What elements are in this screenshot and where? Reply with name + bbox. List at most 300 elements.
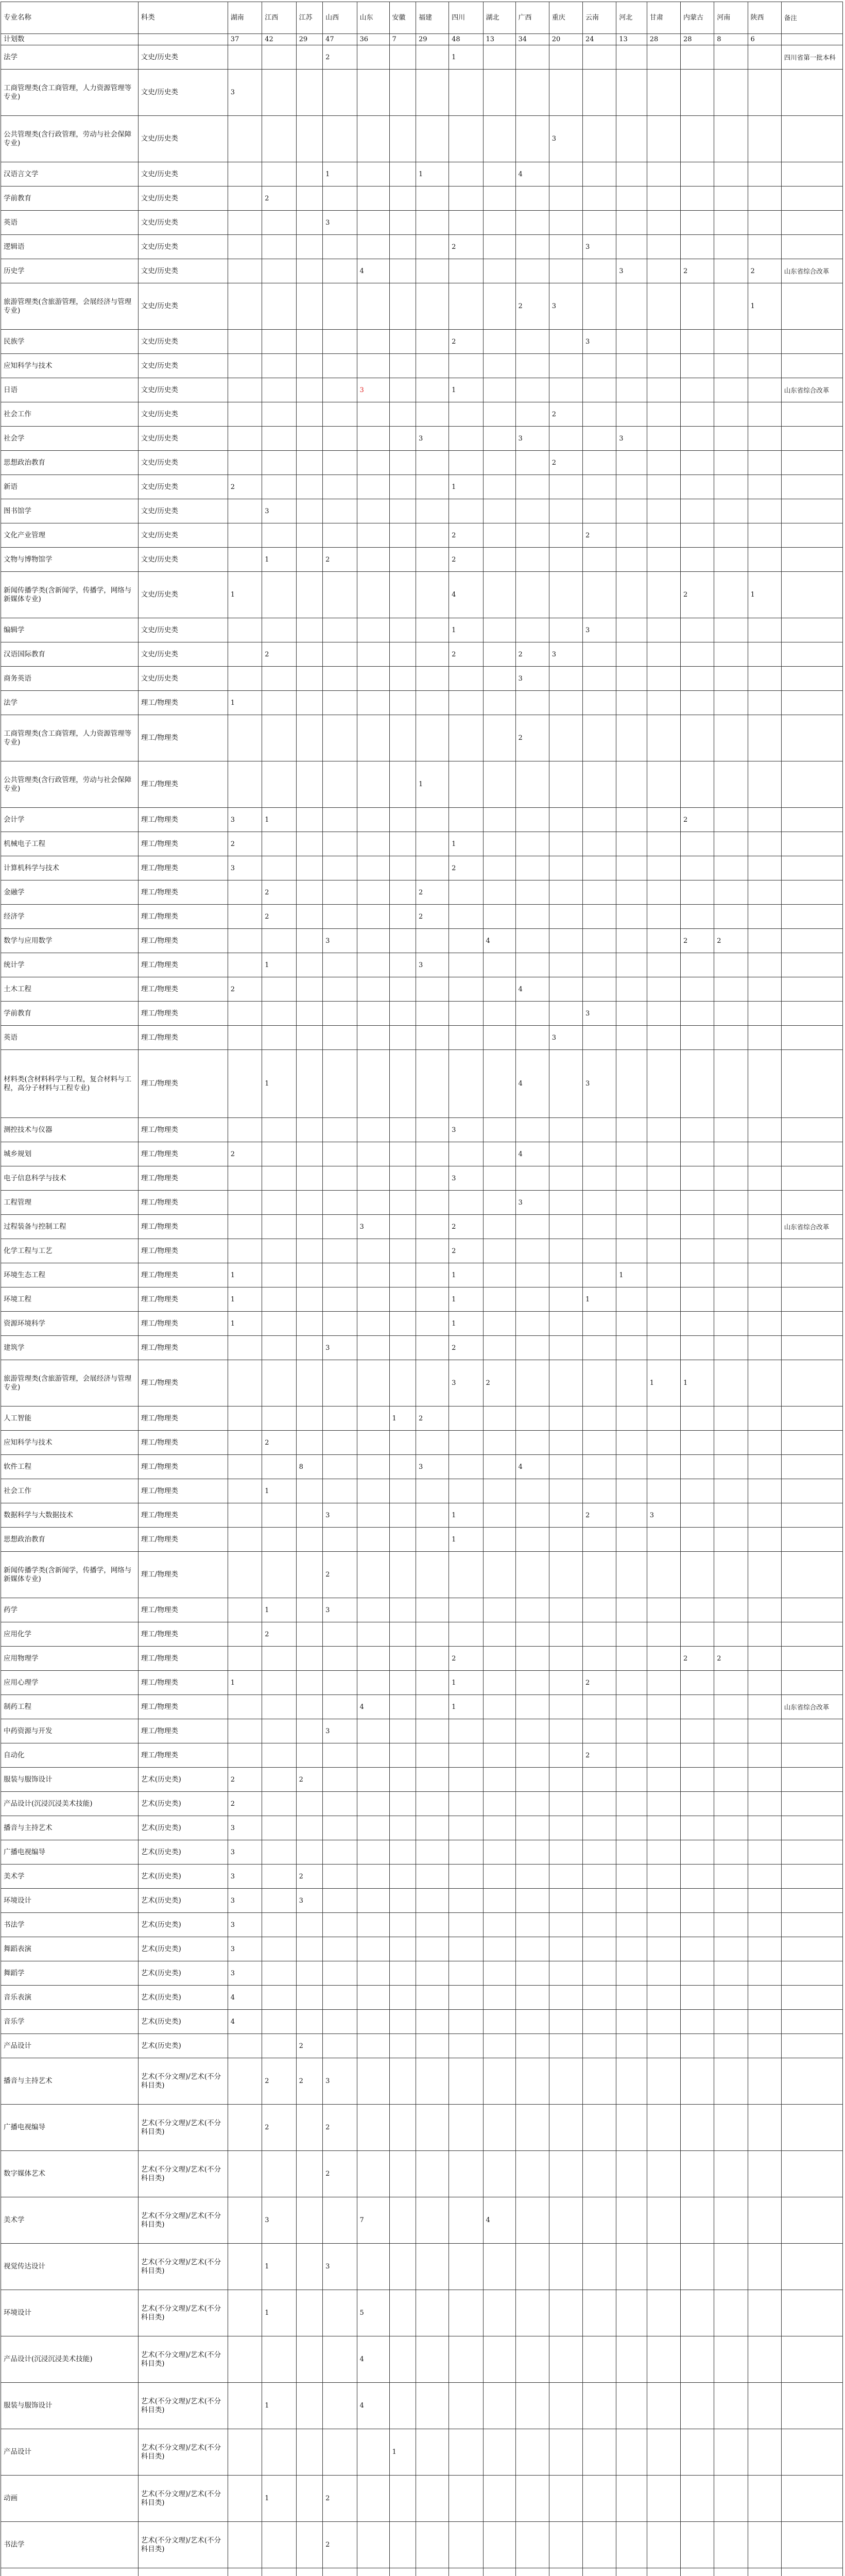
major-name: 环境设计: [1, 1889, 139, 1913]
plan-count-cell: [616, 1479, 647, 1503]
plan-count-cell: [296, 70, 323, 116]
plan-count-cell: [449, 1768, 483, 1792]
plan-count-cell: [714, 330, 748, 354]
major-name: 美术学: [1, 2197, 139, 2244]
plan-count-cell: [515, 451, 549, 475]
row-note: [781, 1743, 842, 1768]
plan-count-cell: [483, 451, 515, 475]
row-note: [781, 1503, 842, 1528]
plan-count-cell: [647, 499, 680, 523]
plan-count-cell: 3: [515, 427, 549, 451]
table-row: [1, 1937, 843, 1961]
plan-count-cell: [616, 1889, 647, 1913]
plan-count-cell: [681, 1503, 714, 1528]
table-row: [1, 691, 843, 715]
plan-count-cell: [416, 2010, 449, 2034]
major-category: 理工/物理类: [138, 1166, 228, 1191]
plan-count-cell: 3: [228, 1937, 262, 1961]
header-major-name: 专业名称: [1, 2, 139, 34]
major-category: 文史/历史类: [138, 499, 228, 523]
plan-count-cell: [483, 761, 515, 808]
plan-count-cell: [262, 1986, 296, 2010]
major-name: 过程装备与控制工程: [1, 1215, 139, 1239]
major-name: 化学工程与工艺: [1, 1239, 139, 1263]
plan-count-cell: [357, 856, 389, 880]
plan-count-cell: [549, 1865, 582, 1889]
major-category: 艺术(历史类): [138, 2034, 228, 2058]
plan-count-cell: [323, 1840, 357, 1865]
major-name: 数据科学与大数据技术: [1, 1503, 139, 1528]
plan-count-cell: [323, 1118, 357, 1142]
plan-count-cell: [483, 1142, 515, 1166]
plan-count-cell: [323, 572, 357, 618]
plan-count-cell: [323, 832, 357, 856]
table-row: [1, 1647, 843, 1671]
plan-count-cell: [296, 235, 323, 259]
plan-count-cell: [583, 1647, 616, 1671]
plan-count-cell: [583, 2151, 616, 2197]
plan-count-cell: [357, 691, 389, 715]
plan-count-cell: [549, 499, 582, 523]
plan-count-cell: [647, 1431, 680, 1455]
major-name: 软件工程: [1, 1455, 139, 1479]
plan-count-cell: [714, 1622, 748, 1647]
plan-count-cell: 1: [681, 1360, 714, 1406]
plan-count-cell: [647, 929, 680, 953]
plan-count-cell: [681, 1743, 714, 1768]
plan-count-cell: [416, 808, 449, 832]
plan-count-cell: [416, 1552, 449, 1598]
major-category: 文史/历史类: [138, 116, 228, 162]
plan-count-cell: [748, 2197, 781, 2244]
plan-count-cell: [647, 1961, 680, 1986]
major-name: 广播电视编导: [1, 2105, 139, 2151]
plan-count-cell: [748, 1671, 781, 1695]
plan-count-cell: [549, 1118, 582, 1142]
major-category: 艺术(不分文理)/艺术(不分科目类): [138, 2429, 228, 2476]
plan-count-cell: [714, 1239, 748, 1263]
plan-count-cell: [616, 402, 647, 427]
plan-count-cell: [583, 880, 616, 905]
plan-count-cell: [714, 548, 748, 572]
plan-count-cell: 2: [262, 642, 296, 667]
plan-count-cell: [228, 929, 262, 953]
plan-count-cell: [681, 1961, 714, 1986]
plan-count-cell: [296, 2244, 323, 2290]
plan-count-cell: [616, 880, 647, 905]
plan-count-cell: [449, 1937, 483, 1961]
plan-count-cell: [515, 953, 549, 977]
plan-count-cell: [616, 1913, 647, 1937]
plan-count-cell: [515, 1719, 549, 1743]
plan-count-cell: [681, 832, 714, 856]
plan-count-cell: [583, 1598, 616, 1622]
plan-count-cell: [389, 259, 416, 283]
row-note: [781, 1647, 842, 1671]
plan-count-cell: [583, 1768, 616, 1792]
plan-count-cell: [416, 1431, 449, 1455]
plan-count-cell: [748, 1552, 781, 1598]
plan-count-cell: [296, 1142, 323, 1166]
plan-count-cell: [296, 1215, 323, 1239]
row-note: [781, 1455, 842, 1479]
plan-count-cell: [515, 1986, 549, 2010]
plan-count-cell: [616, 1312, 647, 1336]
plan-count-cell: [449, 808, 483, 832]
plan-count-cell: [647, 2429, 680, 2476]
row-note: [781, 1671, 842, 1695]
plan-count-cell: [357, 1002, 389, 1026]
plan-count-cell: [296, 1840, 323, 1865]
plan-count-cell: [549, 1598, 582, 1622]
plan-count-cell: [416, 856, 449, 880]
plan-count-cell: [681, 235, 714, 259]
plan-count-cell: [416, 929, 449, 953]
plan-count-cell: [449, 1840, 483, 1865]
plan-count-cell: [357, 1889, 389, 1913]
plan-count-cell: [389, 402, 416, 427]
plan-count-cell: [647, 1913, 680, 1937]
table-row: [1, 45, 843, 70]
plan-count-cell: [389, 2522, 416, 2568]
plan-count-cell: 3: [583, 1050, 616, 1118]
plan-count-cell: [515, 2290, 549, 2336]
plan-count-cell: [748, 378, 781, 402]
major-name: 英语: [1, 1026, 139, 1050]
plan-count-cell: [323, 1671, 357, 1695]
table-row: [1, 451, 843, 475]
plan-count-cell: [416, 1816, 449, 1840]
plan-count-cell: [416, 642, 449, 667]
plan-count-cell: [449, 2058, 483, 2105]
plan-count-cell: [357, 2244, 389, 2290]
plan-count-cell: [616, 2105, 647, 2151]
table-row: [1, 162, 843, 187]
plan-count-cell: [323, 330, 357, 354]
plan-count-cell: [416, 1792, 449, 1816]
plan-count-cell: [323, 1937, 357, 1961]
major-name: 人工智能: [1, 1406, 139, 1431]
row-note: [781, 642, 842, 667]
table-row: [1, 2522, 843, 2568]
plan-count-cell: [357, 283, 389, 330]
plan-count-cell: [449, 2290, 483, 2336]
plan-count-cell: [416, 402, 449, 427]
plan-count-cell: [296, 808, 323, 832]
major-name: 城乡规划: [1, 1142, 139, 1166]
row-note: [781, 761, 842, 808]
plan-count-cell: [228, 259, 262, 283]
plan-count-cell: [449, 2429, 483, 2476]
plan-count-cell: 8: [296, 1455, 323, 1479]
table-row: [1, 1166, 843, 1191]
plan-count-cell: [416, 187, 449, 211]
row-note: 四川省第一批本科: [781, 45, 842, 70]
plan-count-cell: [549, 667, 582, 691]
plan-count-cell: [549, 1889, 582, 1913]
plan-count-cell: [714, 1503, 748, 1528]
plan-count-cell: [748, 667, 781, 691]
plan-count-cell: [714, 1360, 748, 1406]
row-note: [781, 691, 842, 715]
row-note: [781, 832, 842, 856]
plan-count-cell: [681, 1479, 714, 1503]
plan-count-cell: [483, 642, 515, 667]
plan-count-cell: [449, 2197, 483, 2244]
plan-count-cell: [323, 2034, 357, 2058]
plan-count-cell: [616, 905, 647, 929]
plan-count-cell: [616, 116, 647, 162]
table-row: [1, 1239, 843, 1263]
plan-count-cell: [389, 1050, 416, 1118]
plan-count-cell: [323, 1986, 357, 2010]
plan-count-cell: [449, 1455, 483, 1479]
plan-count-cell: [681, 1239, 714, 1263]
plan-note-cell: [781, 34, 842, 45]
plan-count-cell: [748, 1336, 781, 1360]
plan-count-cell: [296, 499, 323, 523]
major-name: 旅游管理类(含旅游管理，会展经济与管理专业): [1, 1360, 139, 1406]
plan-count-cell: [416, 2522, 449, 2568]
plan-count-cell: 2: [228, 832, 262, 856]
plan-count-cell: [681, 1768, 714, 1792]
plan-count-cell: [616, 2034, 647, 2058]
plan-count-cell: [483, 1937, 515, 1961]
plan-count-cell: 1: [449, 1312, 483, 1336]
plan-count-cell: [483, 905, 515, 929]
plan-count-cell: [483, 1840, 515, 1865]
plan-count-cell: [296, 2290, 323, 2336]
plan-count-cell: [549, 1937, 582, 1961]
plan-count-cell: [262, 235, 296, 259]
plan-count-cell: [748, 1406, 781, 1431]
plan-count-cell: [389, 2476, 416, 2522]
major-category: 理工/物理类: [138, 880, 228, 905]
plan-count-cell: [296, 2336, 323, 2383]
row-note: [781, 1239, 842, 1263]
plan-count-cell: 1: [449, 378, 483, 402]
plan-count-cell: [681, 1889, 714, 1913]
plan-count-cell: [616, 1360, 647, 1406]
major-name: 汉语言文学: [1, 162, 139, 187]
plan-count-cell: [515, 880, 549, 905]
plan-count-cell: [262, 667, 296, 691]
plan-count-cell: [714, 70, 748, 116]
plan-count-cell: [483, 259, 515, 283]
plan-count-cell: [262, 45, 296, 70]
table-row: [1, 548, 843, 572]
plan-count-cell: [748, 2429, 781, 2476]
plan-count-cell: [681, 2197, 714, 2244]
plan-count-cell: [549, 715, 582, 761]
plan-count-cell: [296, 1622, 323, 1647]
plan-count-cell: [714, 1455, 748, 1479]
row-note: 山东省综合改革: [781, 259, 842, 283]
major-category: 理工/物理类: [138, 1479, 228, 1503]
plan-count-cell: [389, 354, 416, 378]
plan-count-cell: [483, 1865, 515, 1889]
plan-count-cell: 3: [515, 667, 549, 691]
plan-count-cell: [748, 1695, 781, 1719]
major-category: 文史/历史类: [138, 642, 228, 667]
major-name: [1, 2568, 139, 2576]
plan-count-cell: [515, 187, 549, 211]
plan-count-cell: [515, 354, 549, 378]
major-name: 商务英语: [1, 667, 139, 691]
plan-count-cell: [714, 2197, 748, 2244]
plan-count-cell: [228, 1360, 262, 1406]
plan-count-cell: [549, 1142, 582, 1166]
plan-count-cell: [714, 499, 748, 523]
plan-count-cell: [357, 523, 389, 548]
plan-count-cell: [515, 618, 549, 642]
plan-count-cell: [449, 70, 483, 116]
plan-count-cell: [681, 2105, 714, 2151]
plan-count-cell: [583, 2058, 616, 2105]
plan-value: 13: [616, 34, 647, 45]
plan-count-cell: 3: [323, 1503, 357, 1528]
plan-count-cell: [647, 1406, 680, 1431]
major-name: 环境生态工程: [1, 1263, 139, 1287]
plan-count-cell: [583, 283, 616, 330]
plan-count-cell: [616, 1118, 647, 1142]
plan-count-cell: 2: [583, 1671, 616, 1695]
plan-count-cell: [296, 1986, 323, 2010]
table-row: [1, 1719, 843, 1743]
plan-count-cell: [748, 1360, 781, 1406]
plan-count-cell: [416, 548, 449, 572]
major-category: 艺术(不分文理)/艺术(不分科目类): [138, 2476, 228, 2522]
plan-count-cell: [647, 451, 680, 475]
plan-count-cell: [714, 715, 748, 761]
plan-count-cell: [483, 2290, 515, 2336]
major-name: 数字媒体艺术: [1, 2151, 139, 2197]
plan-count-cell: [416, 2105, 449, 2151]
plan-count-cell: [748, 953, 781, 977]
plan-count-cell: [389, 1002, 416, 1026]
plan-count-cell: 2: [449, 642, 483, 667]
plan-count-cell: [681, 548, 714, 572]
plan-count-cell: [228, 880, 262, 905]
major-name: 建筑学: [1, 1336, 139, 1360]
plan-count-cell: [647, 1986, 680, 2010]
table-row: [1, 1889, 843, 1913]
plan-count-cell: [449, 1743, 483, 1768]
plan-count-cell: [323, 1622, 357, 1647]
plan-count-cell: [449, 1792, 483, 1816]
plan-count-cell: [296, 354, 323, 378]
plan-count-cell: [549, 1002, 582, 1026]
plan-count-cell: [714, 691, 748, 715]
plan-count-cell: [296, 905, 323, 929]
plan-count-cell: [483, 1118, 515, 1142]
plan-count-cell: [323, 761, 357, 808]
plan-count-cell: [515, 808, 549, 832]
plan-count-cell: 2: [323, 2151, 357, 2197]
plan-count-cell: [416, 1287, 449, 1312]
plan-count-cell: [449, 116, 483, 162]
plan-count-cell: [748, 1239, 781, 1263]
plan-count-cell: 2: [449, 1215, 483, 1239]
plan-count-cell: 3: [228, 1913, 262, 1937]
row-note: [781, 283, 842, 330]
plan-count-cell: [647, 1455, 680, 1479]
plan-count-cell: [323, 856, 357, 880]
plan-count-cell: 1: [228, 572, 262, 618]
plan-count-cell: [416, 1215, 449, 1239]
plan-count-cell: [262, 1191, 296, 1215]
plan-count-cell: [616, 330, 647, 354]
plan-count-cell: [748, 548, 781, 572]
plan-count-cell: [647, 2476, 680, 2522]
admission-plan-sheet: [1, 2, 843, 2576]
plan-count-cell: [647, 548, 680, 572]
table-row: [1, 1695, 843, 1719]
plan-count-cell: [748, 499, 781, 523]
plan-count-cell: [483, 1336, 515, 1360]
plan-count-cell: [583, 1431, 616, 1455]
plan-count-cell: [416, 1986, 449, 2010]
plan-count-cell: [389, 832, 416, 856]
major-category: 文史/历史类: [138, 354, 228, 378]
plan-count-cell: [389, 1191, 416, 1215]
plan-count-cell: [296, 211, 323, 235]
plan-count-cell: [515, 45, 549, 70]
major-name: 产品设计(沉浸沉浸美术技能): [1, 2336, 139, 2383]
plan-count-cell: [515, 1961, 549, 1986]
plan-count-cell: [515, 1026, 549, 1050]
plan-count-cell: [416, 116, 449, 162]
plan-count-cell: [483, 1455, 515, 1479]
major-category: 艺术(历史类): [138, 2010, 228, 2034]
plan-count-cell: [262, 1792, 296, 1816]
plan-count-cell: [228, 1050, 262, 1118]
plan-count-cell: [416, 1050, 449, 1118]
plan-count-cell: [647, 572, 680, 618]
plan-count-cell: [296, 1287, 323, 1312]
plan-count-cell: [583, 1622, 616, 1647]
plan-count-cell: [416, 2034, 449, 2058]
major-name: 舞蹈表演: [1, 1937, 139, 1961]
plan-count-cell: [416, 1719, 449, 1743]
plan-count-cell: 1: [449, 45, 483, 70]
plan-count-cell: [262, 330, 296, 354]
plan-count-cell: [389, 1215, 416, 1239]
plan-count-cell: [549, 977, 582, 1002]
plan-count-cell: [416, 1142, 449, 1166]
plan-count-cell: [296, 1002, 323, 1026]
plan-count-cell: 2: [228, 977, 262, 1002]
plan-count-cell: [647, 45, 680, 70]
plan-count-cell: 2: [449, 523, 483, 548]
plan-count-cell: [583, 162, 616, 187]
plan-count-cell: [515, 2010, 549, 2034]
plan-count-cell: [681, 1118, 714, 1142]
plan-count-cell: [357, 1528, 389, 1552]
plan-count-cell: [681, 2383, 714, 2429]
row-note: [781, 1528, 842, 1552]
plan-count-cell: [357, 880, 389, 905]
plan-count-cell: [714, 2105, 748, 2151]
plan-count-cell: [416, 2336, 449, 2383]
plan-count-cell: [714, 1889, 748, 1913]
plan-count-cell: [616, 354, 647, 378]
plan-count-cell: 2: [515, 283, 549, 330]
major-name: 会计学: [1, 808, 139, 832]
plan-count-cell: [549, 1263, 582, 1287]
plan-count-cell: 1: [262, 953, 296, 977]
plan-count-cell: [681, 642, 714, 667]
